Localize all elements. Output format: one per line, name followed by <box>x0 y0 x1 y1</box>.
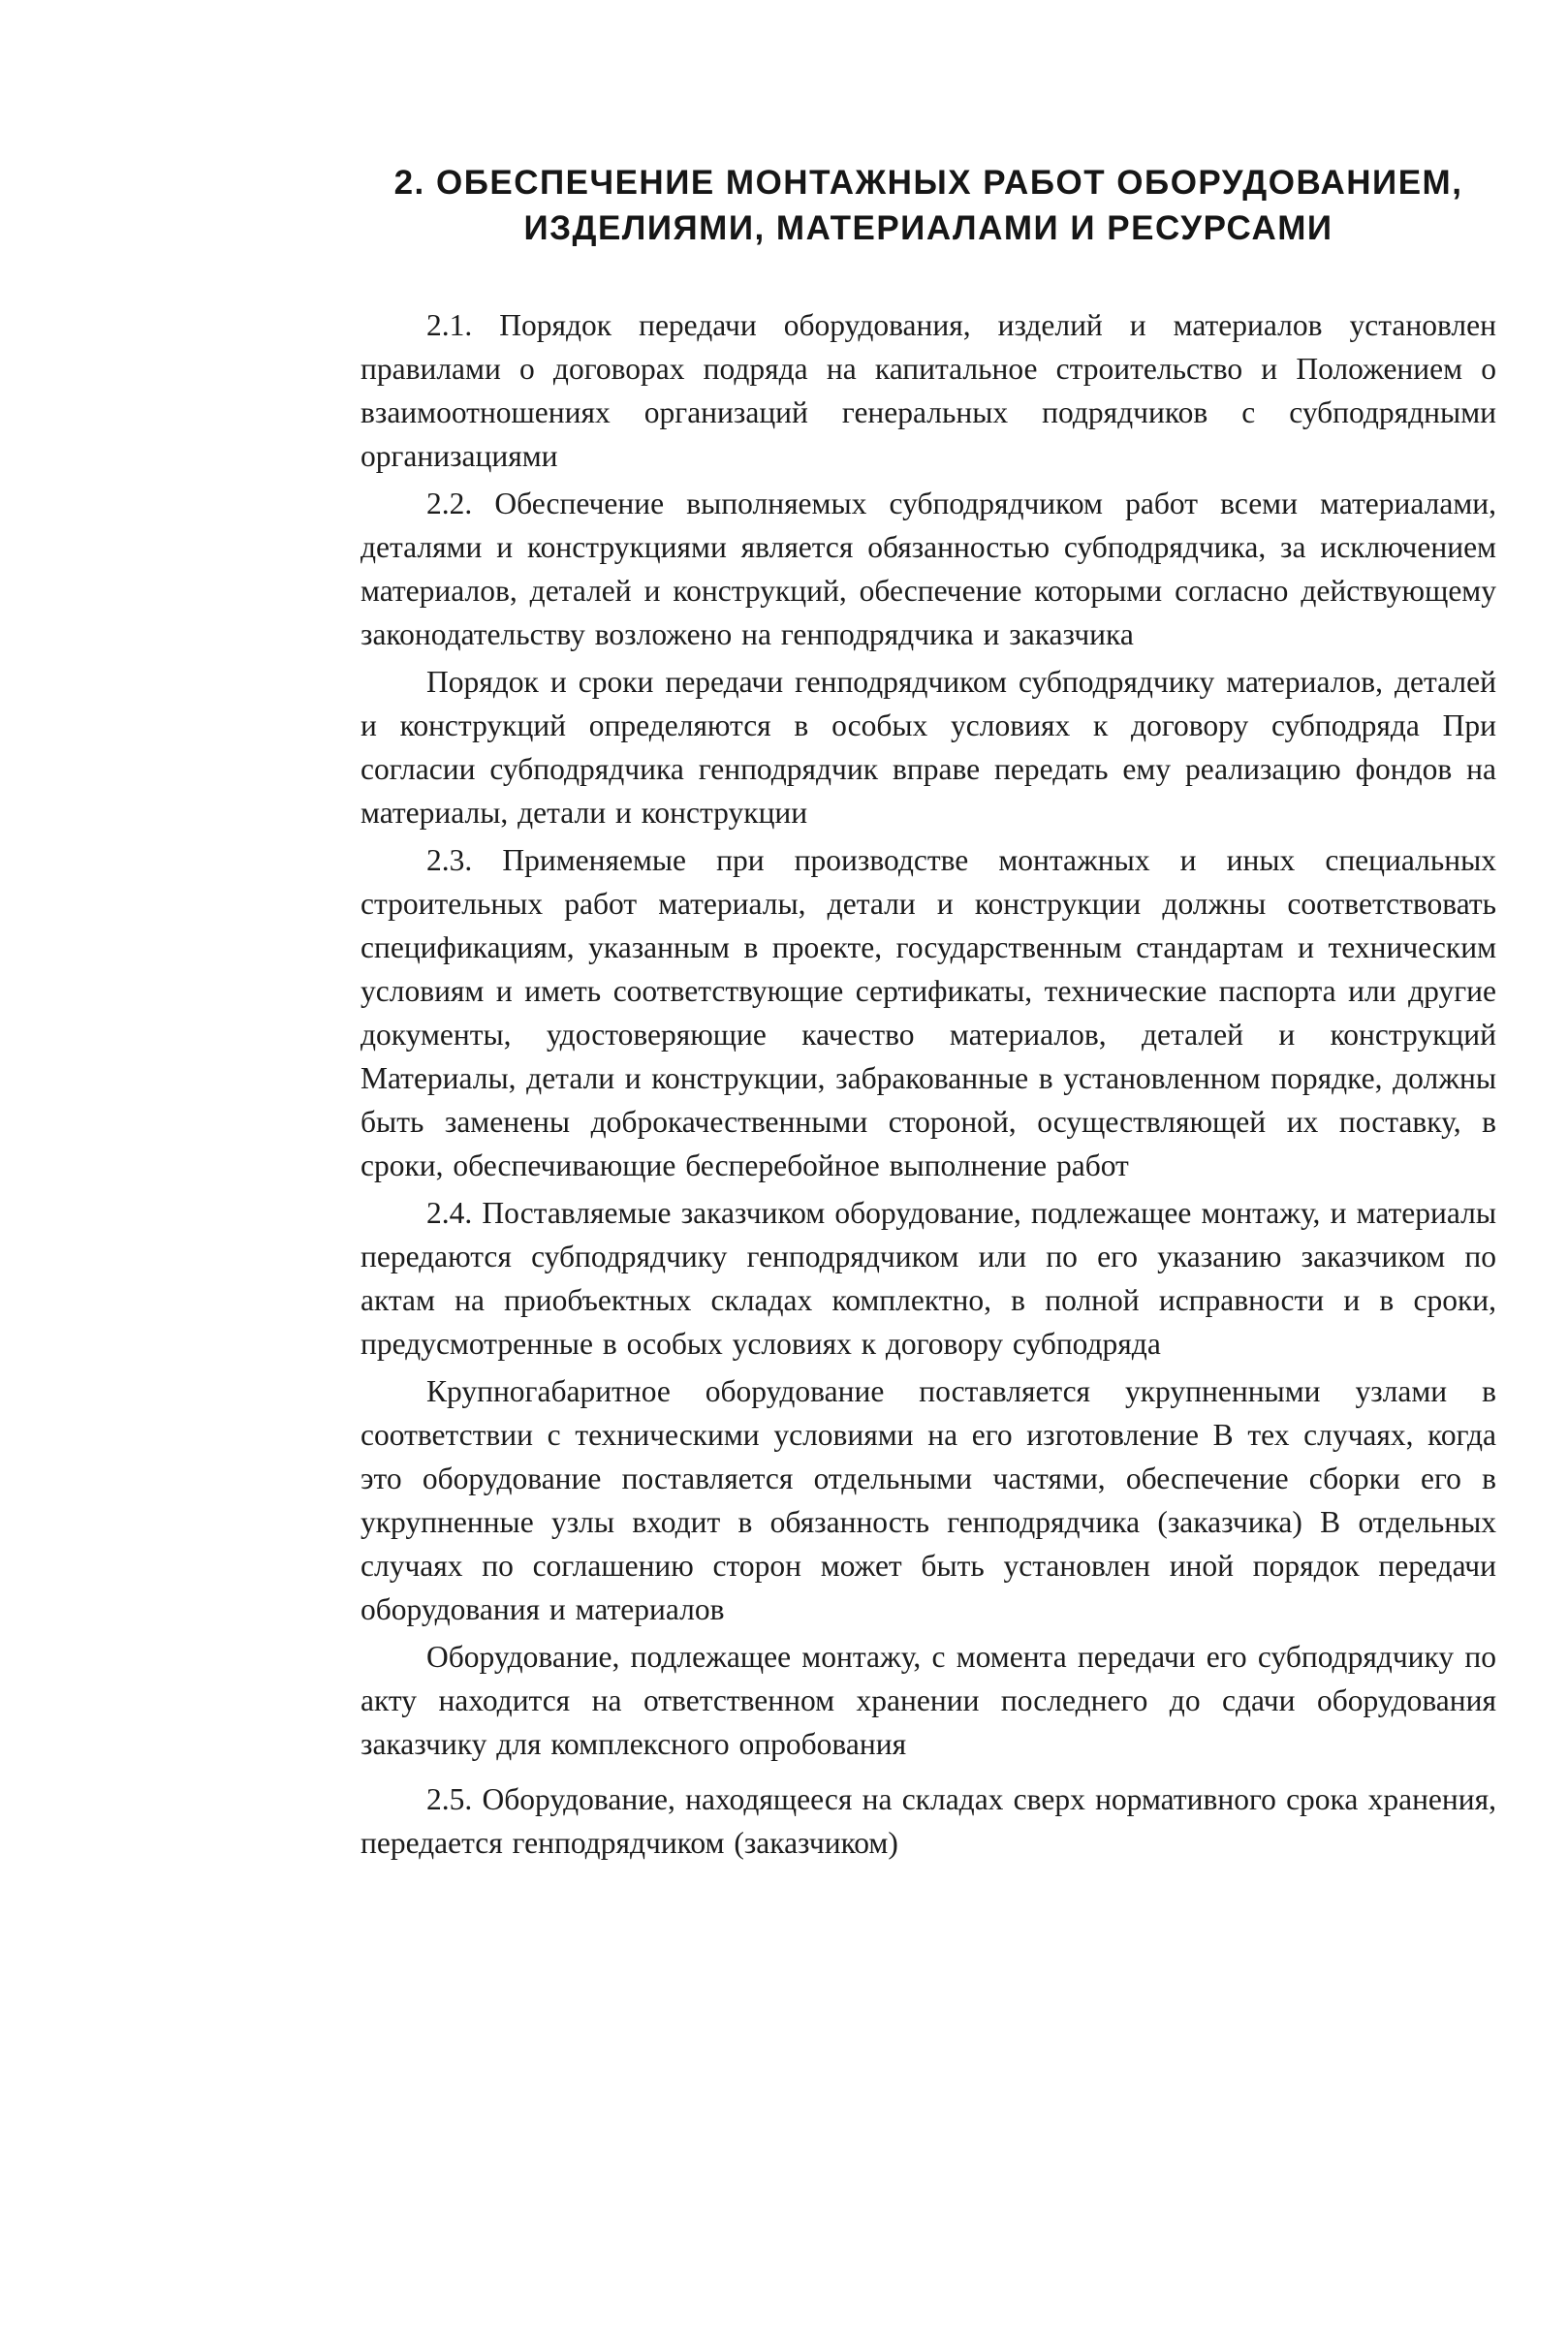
paragraph-2-3 <box>361 838 1496 1187</box>
paragraph-2-4-large-equipment <box>361 1369 1496 1631</box>
paragraph-text: Порядок и сроки передачи генподрядчиком субподрядчику материалов, деталей и конструкций определяются в особых условиях к договору субподряда При согласии субподрядчика генподрядчик вправе передать ему реализацию фондов на материалы, детали и конструкции <box>361 665 1496 830</box>
paragraph-number: 2.4. <box>426 1196 473 1230</box>
paragraph-text: Оборудование, находящееся на складах сверх нормативного срока хранения, передается генподрядчиком (заказчиком) <box>361 1782 1496 1860</box>
paragraph-number: 2.3. <box>426 843 473 877</box>
paragraph-text: Поставляемые заказчиком оборудование, подлежащее монтажу, и материалы передаются субподрядчику генподрядчиком или по его указанию заказчиком по актам на приобъектных складах комплектно, в полной исправности и в сроки, предусмотренные в особых условиях к договору субподряда <box>361 1196 1496 1361</box>
paragraph-2-2-continued <box>361 660 1496 834</box>
paragraph-text: Обеспечение выполняемых субподрядчиком работ всеми материалами, деталями и конструкциями является обязанностью субподрядчика, за исключением материалов, деталей и конструкций, обеспечение которыми согласно действующему законодательству возложено на генподрядчика и заказчика <box>361 487 1496 651</box>
paragraph-2-4 <box>361 1191 1496 1366</box>
paragraph-text: Применяемые при производстве монтажных и иных специальных строительных работ материалы, детали и конструкции должны соответствовать спецификациям, указанным в проекте, государственным стандартам и техническим условиям и иметь соответствующие сертификаты, технические паспорта или другие документы, удостоверяющие качество материалов, деталей и конструкций Материалы, детали и конструкции, забракованные в установленном порядке, должны быть заменены доброкачественными стороной, осуществляющей их поставку, в сроки, обеспечивающие бесперебойное выполнение работ <box>361 843 1496 1182</box>
paragraph-2-2 <box>361 482 1496 656</box>
paragraph-2-5 <box>361 1777 1496 1865</box>
paragraph-number: 2.1. <box>426 308 473 342</box>
section-title-line-2: ИЗДЕЛИЯМИ, МАТЕРИАЛАМИ И РЕСУРСАМИ <box>523 209 1333 247</box>
paragraph-text: Порядок передачи оборудования, изделий и материалов установлен правилами о договорах подряда на капитальное строительство и Положением о взаимоотношениях организаций генеральных подрядчиков с субподрядными организациями <box>361 308 1496 473</box>
paragraph-2-4-storage <box>361 1635 1496 1766</box>
section-title <box>361 160 1496 251</box>
paragraph-2-1 <box>361 303 1496 478</box>
paragraph-text: Крупногабаритное оборудование поставляется укрупненными узлами в соответствии с техническими условиями на его изготовление В тех случаях, когда это оборудование поставляется отдельными частями, обеспечение сборки его в укрупненные узлы входит в обязанность генподрядчика (заказчика) В отдельных случаях по соглашению сторон может быть установлен иной порядок передачи оборудования и материалов <box>361 1374 1496 1626</box>
paragraph-number: 2.5. <box>426 1782 473 1816</box>
section-title-line-1: 2. ОБЕСПЕЧЕНИЕ МОНТАЖНЫХ РАБОТ ОБОРУДОВАНИЕМ, <box>393 164 1463 202</box>
document-page <box>361 160 1496 1865</box>
paragraph-text: Оборудование, подлежащее монтажу, с момента передачи его субподрядчику по акту находится на ответственном хранении последнего до сдачи оборудования заказчику для комплексного опробования <box>361 1640 1496 1761</box>
paragraph-number: 2.2. <box>426 487 473 520</box>
